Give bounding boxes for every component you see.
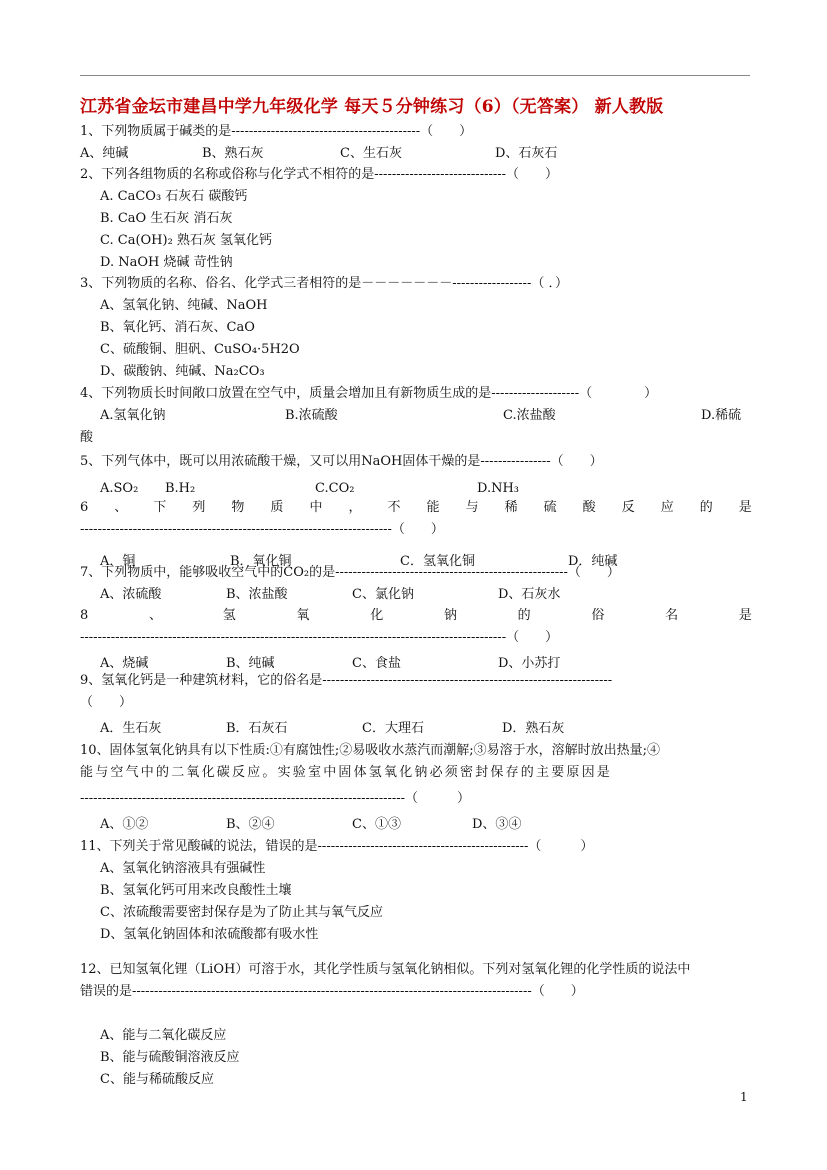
option-a: A、纯碱 bbox=[80, 146, 129, 161]
stem-char: 物 bbox=[231, 500, 245, 515]
question-1 bbox=[80, 121, 752, 165]
question-continuation: 错误的是-------------------------------------------------------------------------------------------（ ） bbox=[80, 984, 584, 999]
option-row bbox=[80, 143, 752, 165]
question-2 bbox=[80, 164, 752, 274]
option-d: D、石灰水 bbox=[498, 587, 561, 602]
option-b: B、氢氧化钙可用来改良酸性土壤 bbox=[100, 883, 292, 898]
question-11 bbox=[80, 836, 752, 946]
option-d: D、③④ bbox=[472, 817, 522, 832]
question-5 bbox=[80, 451, 752, 500]
stem-char: 应 bbox=[660, 500, 674, 515]
option-c: C. Ca(OH)₂ 熟石灰 氢氧化钙 bbox=[100, 233, 273, 248]
question-stem: 9、氢氧化钙是一种建筑材料，它的俗名是------------------------------------------------------------------ bbox=[80, 673, 613, 688]
option-c: C.浓盐酸 bbox=[503, 408, 556, 423]
stem-char: 钠 bbox=[443, 608, 457, 623]
stem-char: 与 bbox=[465, 500, 479, 515]
stem-char: 化 bbox=[370, 608, 384, 623]
question-10 bbox=[80, 740, 752, 836]
question-stem: 1、下列物质属于碱类的是-------------------------------------------（ ） bbox=[80, 124, 473, 139]
option-d: D、小苏打 bbox=[498, 656, 561, 671]
question-stem: 3、下列物质的名称、俗名、化学式三者相符的是－－－－－－－------------------（ ．） bbox=[80, 276, 568, 291]
option-a: A.SO₂ bbox=[100, 481, 139, 496]
stem-char: 的 bbox=[699, 500, 713, 515]
stem-char: 6 bbox=[80, 500, 89, 515]
stem-char: 、 bbox=[114, 500, 128, 515]
option-c: C.CO₂ bbox=[315, 481, 355, 496]
question-4 bbox=[80, 383, 752, 449]
question-12 bbox=[80, 959, 752, 1091]
question-stem bbox=[80, 497, 752, 519]
stem-char: 是 bbox=[738, 608, 752, 623]
question-stem: 10、固体氢氧化钠具有以下性质:①有腐蚀性;②易吸收水蒸汽而潮解;③易溶于水，溶解时放出热量;④ bbox=[80, 743, 661, 758]
stem-char: 中 bbox=[309, 500, 323, 515]
option-b: B．氧化铜 bbox=[230, 554, 292, 569]
header-rule bbox=[80, 75, 750, 76]
stem-char: 反 bbox=[621, 500, 635, 515]
question-continuation: （ ） bbox=[80, 695, 133, 710]
option-b: B、浓盐酸 bbox=[226, 587, 288, 602]
option-a: A、氢氧化钠、纯碱、NaOH bbox=[100, 298, 268, 313]
question-continuation: 酸 bbox=[80, 430, 94, 445]
question-stem: 2、下列各组物质的名称或俗称与化学式不相符的是------------------------------（ ） bbox=[80, 167, 559, 182]
option-b: B.浓硫酸 bbox=[285, 408, 338, 423]
stem-char: 氢 bbox=[222, 608, 236, 623]
question-continuation-2: --------------------------------------------------------------------------（ ） bbox=[80, 791, 471, 806]
option-d: D、石灰石 bbox=[495, 146, 558, 161]
option-c: C、生石灰 bbox=[340, 146, 402, 161]
question-stem: 5、下列气体中，既可以用浓硫酸干燥，又可以用NaOH固体干燥的是----------------（ ） bbox=[80, 454, 603, 469]
option-a: A.氢氧化钠 bbox=[100, 408, 166, 423]
stem-char: 能 bbox=[426, 500, 440, 515]
page-number: 1 bbox=[740, 1090, 748, 1104]
option-b: B. CaO 生石灰 消石灰 bbox=[100, 211, 233, 226]
question-stem: 12、已知氢氧化锂（LiOH）可溶于水，其化学性质与氢氧化钠相似。下列对氢氧化锂的化学性质的说法中 bbox=[80, 962, 691, 977]
stem-char: ， bbox=[348, 500, 362, 515]
option-c: C、浓硫酸需要密封保存是为了防止其与氧气反应 bbox=[100, 905, 383, 920]
option-c: C．大理石 bbox=[362, 721, 424, 736]
option-d: D.NH₃ bbox=[477, 481, 520, 496]
option-a: A、能与二氧化碳反应 bbox=[100, 1028, 227, 1043]
option-a: A、烧碱 bbox=[100, 656, 149, 671]
question-9 bbox=[80, 670, 752, 740]
option-b: B、②④ bbox=[226, 817, 275, 832]
option-b: B、熟石灰 bbox=[202, 146, 264, 161]
stem-char: 俗 bbox=[591, 608, 605, 623]
option-d: D．熟石灰 bbox=[502, 721, 565, 736]
option-a: A．铜 bbox=[100, 554, 136, 569]
option-a: A、①② bbox=[100, 817, 149, 832]
stem-char: 下 bbox=[153, 500, 167, 515]
option-row bbox=[80, 584, 752, 606]
option-c: C、食盐 bbox=[352, 656, 401, 671]
question-stem: 7、下列物质中，能够吸收空气中的CO₂的是-----------------------------------------------------（ ） bbox=[80, 565, 620, 580]
option-row bbox=[80, 814, 752, 836]
question-stem: 11、下列关于常见酸碱的说法，错误的是------------------------------------------------（ ） bbox=[80, 839, 594, 854]
option-a: A、浓硫酸 bbox=[100, 587, 162, 602]
stem-char: 列 bbox=[192, 500, 206, 515]
option-a: A、氢氧化钠溶液具有强碱性 bbox=[100, 861, 266, 876]
stem-char: 硫 bbox=[543, 500, 557, 515]
stem-char: 名 bbox=[665, 608, 679, 623]
option-c: C、硫酸铜、胆矾、CuSO₄·5H2O bbox=[100, 342, 300, 357]
question-continuation: 能与空气中的二氧化碳反应。实验室中固体氢氧化钠必须密封保存的主要原因是 bbox=[80, 765, 613, 780]
stem-char: 、 bbox=[149, 608, 163, 623]
question-3 bbox=[80, 273, 752, 383]
option-row bbox=[80, 405, 752, 427]
option-b: B.H₂ bbox=[165, 481, 196, 496]
stem-char: 是 bbox=[738, 500, 752, 515]
option-b: B．石灰石 bbox=[226, 721, 288, 736]
question-7 bbox=[80, 562, 752, 606]
stem-char: 氧 bbox=[296, 608, 310, 623]
stem-char: 的 bbox=[517, 608, 531, 623]
option-a: A．生石灰 bbox=[100, 721, 162, 736]
stem-char: 8 bbox=[80, 608, 89, 623]
option-row bbox=[80, 718, 752, 740]
question-continuation: -------------------------------------------------------------------------------------------------（ ） bbox=[80, 630, 559, 645]
option-c: C、①③ bbox=[352, 817, 401, 832]
option-c: C、能与稀硫酸反应 bbox=[100, 1072, 214, 1087]
option-b: B、氧化钙、消石灰、CaO bbox=[100, 320, 255, 335]
stem-char: 不 bbox=[387, 500, 401, 515]
stem-char: 稀 bbox=[504, 500, 518, 515]
question-stem bbox=[80, 605, 752, 627]
option-d: D、氢氧化钠固体和浓硫酸都有吸水性 bbox=[100, 927, 319, 942]
question-continuation: -----------------------------------------------------------------------（ ） bbox=[80, 522, 444, 537]
option-b: B、纯碱 bbox=[226, 656, 275, 671]
option-d: D. NaOH 烧碱 苛性钠 bbox=[100, 255, 233, 270]
question-8 bbox=[80, 605, 752, 675]
option-b: B、能与硫酸铜溶液反应 bbox=[100, 1050, 240, 1065]
option-c: C．氢氧化铜 bbox=[400, 554, 475, 569]
option-d: D.稀硫 bbox=[701, 408, 742, 423]
question-stem: 4、下列物质长时间敞口放置在空气中，质量会增加且有新物质生成的是--------------------（ ） bbox=[80, 386, 658, 401]
option-d: D．纯碱 bbox=[568, 554, 618, 569]
option-c: C、氯化钠 bbox=[352, 587, 414, 602]
stem-char: 质 bbox=[270, 500, 284, 515]
option-a: A. CaCO₃ 石灰石 碳酸钙 bbox=[100, 189, 248, 204]
stem-char: 酸 bbox=[582, 500, 596, 515]
option-d: D、碳酸钠、纯碱、Na₂CO₃ bbox=[100, 364, 265, 379]
page-title: 江苏省金坛市建昌中学九年级化学 每天５分钟练习（6）（无答案） 新人教版 bbox=[80, 97, 664, 117]
